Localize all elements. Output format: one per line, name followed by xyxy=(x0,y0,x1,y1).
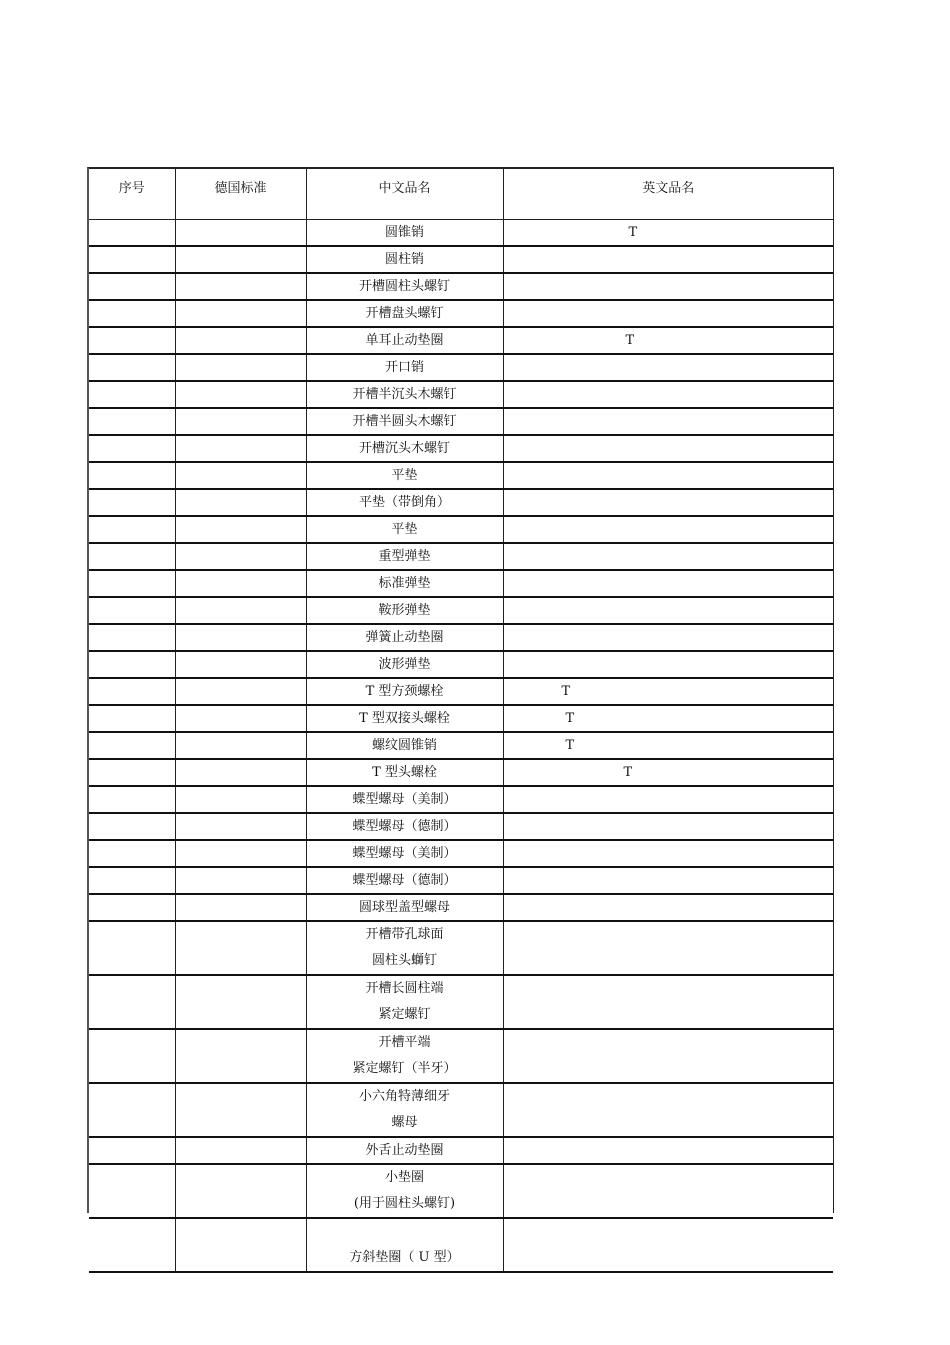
table-row xyxy=(89,1029,833,1083)
chinese-name-line: 圆球型盖型螺母 xyxy=(358,900,450,915)
cell-english-name xyxy=(503,651,833,678)
cell-chinese-name xyxy=(306,1137,503,1164)
chinese-name-line: 单耳止动垫圈 xyxy=(365,333,444,348)
table-row xyxy=(89,1218,833,1272)
cell-english-name xyxy=(503,543,833,570)
table-row xyxy=(89,273,833,300)
table-row xyxy=(89,678,833,705)
cell-english-name xyxy=(503,867,833,894)
chinese-name-line: 圆锥销 xyxy=(384,225,424,240)
chinese-name-line: T 型双接头螺栓 xyxy=(359,711,450,726)
cell-serial-number xyxy=(89,1083,175,1137)
cell-english-name xyxy=(503,1029,833,1083)
cell-serial-number xyxy=(89,381,175,408)
cell-english-name xyxy=(503,300,833,327)
parts-table xyxy=(89,168,833,1273)
cell-english-name xyxy=(503,705,833,732)
cell-serial-number xyxy=(89,786,175,813)
cell-serial-number xyxy=(89,408,175,435)
table-row xyxy=(89,327,833,354)
cell-serial-number xyxy=(89,220,175,247)
cell-chinese-name xyxy=(306,1029,503,1083)
cell-english-name xyxy=(503,246,833,273)
cell-serial-number xyxy=(89,435,175,462)
cell-serial-number xyxy=(89,678,175,705)
cell-chinese-name xyxy=(306,327,503,354)
cell-serial-number xyxy=(89,1218,175,1272)
chinese-name-line xyxy=(307,1219,503,1245)
chinese-name-line: (用于圆柱头螺钉) xyxy=(353,1196,456,1211)
cell-serial-number xyxy=(89,894,175,921)
table-row xyxy=(89,570,833,597)
cell-chinese-name xyxy=(306,705,503,732)
cell-german-standard xyxy=(175,354,306,381)
chinese-name-line: 鞍形弹垫 xyxy=(378,603,431,618)
header-chinese-name: 中文品名 xyxy=(306,169,503,220)
cell-german-standard xyxy=(175,1137,306,1164)
cell-chinese-name xyxy=(306,300,503,327)
cell-english-name xyxy=(503,273,833,300)
cell-german-standard xyxy=(175,1218,306,1272)
cell-german-standard xyxy=(175,732,306,759)
table-row xyxy=(89,651,833,678)
cell-chinese-name xyxy=(306,759,503,786)
chinese-name-line: 开槽平端 xyxy=(378,1035,431,1050)
cell-serial-number xyxy=(89,327,175,354)
chinese-name-line: 开口销 xyxy=(384,360,424,375)
table-row xyxy=(89,840,833,867)
cell-chinese-name xyxy=(306,516,503,543)
table-row xyxy=(89,597,833,624)
cell-chinese-name xyxy=(306,678,503,705)
table-row xyxy=(89,867,833,894)
cell-serial-number xyxy=(89,651,175,678)
chinese-name-line: T 型方颈螺栓 xyxy=(365,684,444,699)
cell-chinese-name xyxy=(306,921,503,975)
cell-german-standard xyxy=(175,894,306,921)
table-row xyxy=(89,435,833,462)
cell-chinese-name xyxy=(306,651,503,678)
cell-chinese-name xyxy=(306,220,503,247)
chinese-name-line: 平垫（带倒角） xyxy=(358,495,450,510)
cell-german-standard xyxy=(175,867,306,894)
chinese-name-line: 方斜垫圈（ U 型） xyxy=(349,1250,460,1265)
cell-english-name xyxy=(503,975,833,1029)
cell-serial-number xyxy=(89,759,175,786)
english-name-text: T xyxy=(623,765,633,780)
cell-english-name xyxy=(503,759,833,786)
table-row xyxy=(89,1164,833,1218)
cell-english-name xyxy=(503,408,833,435)
cell-english-name xyxy=(503,435,833,462)
chinese-name-line: 蝶型螺母（德制） xyxy=(352,873,457,888)
cell-chinese-name xyxy=(306,867,503,894)
cell-english-name xyxy=(503,1218,833,1272)
cell-german-standard xyxy=(175,786,306,813)
cell-german-standard xyxy=(175,246,306,273)
english-name-text: T xyxy=(628,225,638,240)
cell-chinese-name xyxy=(306,894,503,921)
cell-german-standard xyxy=(175,759,306,786)
header-serial-number: 序号 xyxy=(89,169,175,220)
chinese-name-line: 开槽长圆柱端 xyxy=(365,981,444,996)
chinese-name-line: 圆柱头螄钉 xyxy=(371,953,437,968)
cell-serial-number xyxy=(89,300,175,327)
cell-serial-number xyxy=(89,462,175,489)
table-row xyxy=(89,381,833,408)
cell-serial-number xyxy=(89,975,175,1029)
cell-german-standard xyxy=(175,489,306,516)
cell-english-name xyxy=(503,489,833,516)
cell-german-standard xyxy=(175,408,306,435)
table-row xyxy=(89,894,833,921)
cell-serial-number xyxy=(89,597,175,624)
cell-german-standard xyxy=(175,678,306,705)
chinese-name-line: 小六角特薄细牙 xyxy=(358,1089,450,1104)
cell-german-standard xyxy=(175,570,306,597)
cell-english-name xyxy=(503,354,833,381)
table-row xyxy=(89,408,833,435)
chinese-name-line: 蝶型螺母（美制） xyxy=(352,846,457,861)
cell-serial-number xyxy=(89,273,175,300)
chinese-name-line: 螺纹圆锥销 xyxy=(371,738,437,753)
cell-german-standard xyxy=(175,516,306,543)
cell-german-standard xyxy=(175,381,306,408)
cell-german-standard xyxy=(175,813,306,840)
cell-english-name xyxy=(503,786,833,813)
cell-serial-number xyxy=(89,1029,175,1083)
chinese-name-line: T 型头螺栓 xyxy=(372,765,437,780)
cell-german-standard xyxy=(175,1029,306,1083)
cell-german-standard xyxy=(175,705,306,732)
cell-english-name xyxy=(503,678,833,705)
english-name-text: T xyxy=(565,738,575,753)
cell-chinese-name xyxy=(306,543,503,570)
chinese-name-line: 开槽盘头螺钉 xyxy=(365,306,444,321)
chinese-name-line: 开槽半圆头木螺钉 xyxy=(352,414,457,429)
table-row xyxy=(89,1083,833,1137)
chinese-name-line: 小垫圈 xyxy=(384,1170,424,1185)
table-row xyxy=(89,220,833,247)
parts-table-sheet xyxy=(87,167,834,1265)
cell-chinese-name xyxy=(306,570,503,597)
cell-serial-number xyxy=(89,624,175,651)
cell-german-standard xyxy=(175,921,306,975)
table-row xyxy=(89,246,833,273)
cell-chinese-name xyxy=(306,1083,503,1137)
table-row xyxy=(89,759,833,786)
cell-german-standard xyxy=(175,462,306,489)
cell-german-standard xyxy=(175,543,306,570)
english-name-text: T xyxy=(565,711,575,726)
cell-german-standard xyxy=(175,597,306,624)
cell-serial-number xyxy=(89,813,175,840)
table-row xyxy=(89,921,833,975)
cell-english-name xyxy=(503,624,833,651)
cell-german-standard xyxy=(175,300,306,327)
table-row xyxy=(89,975,833,1029)
header-english-name: 英文品名 xyxy=(503,169,833,220)
chinese-name-line: 开槽沉头木螺钉 xyxy=(358,441,450,456)
cell-english-name xyxy=(503,1164,833,1218)
cell-english-name xyxy=(503,921,833,975)
cell-english-name xyxy=(503,327,833,354)
chinese-name-line: 螺母 xyxy=(391,1115,418,1130)
chinese-name-line: 弹簧止动垫圈 xyxy=(365,630,444,645)
cell-serial-number xyxy=(89,543,175,570)
cell-serial-number xyxy=(89,489,175,516)
chinese-name-line: 紧定螺钉（半牙） xyxy=(352,1061,457,1076)
cell-chinese-name xyxy=(306,975,503,1029)
cell-chinese-name xyxy=(306,246,503,273)
cell-chinese-name xyxy=(306,354,503,381)
cell-serial-number xyxy=(89,732,175,759)
cell-serial-number xyxy=(89,570,175,597)
chinese-name-line: 开槽圆柱头螺钉 xyxy=(358,279,450,294)
table-row xyxy=(89,1137,833,1164)
cell-german-standard xyxy=(175,327,306,354)
table-row xyxy=(89,705,833,732)
cell-serial-number xyxy=(89,1164,175,1218)
chinese-name-line: 重型弹垫 xyxy=(378,549,431,564)
cell-chinese-name xyxy=(306,489,503,516)
cell-chinese-name xyxy=(306,813,503,840)
table-row xyxy=(89,354,833,381)
cell-chinese-name xyxy=(306,1218,503,1272)
cell-english-name xyxy=(503,220,833,247)
chinese-name-line: 外舌止动垫圈 xyxy=(365,1143,444,1158)
cell-german-standard xyxy=(175,840,306,867)
chinese-name-line: 波形弹垫 xyxy=(378,657,431,672)
chinese-name-line: 开槽带孔球面 xyxy=(365,927,444,942)
english-name-text: T xyxy=(625,333,635,348)
cell-chinese-name xyxy=(306,381,503,408)
table-row xyxy=(89,543,833,570)
table-row xyxy=(89,462,833,489)
cell-english-name xyxy=(503,570,833,597)
header-german-standard: 德国标准 xyxy=(175,169,306,220)
table-row xyxy=(89,732,833,759)
cell-chinese-name xyxy=(306,1164,503,1218)
cell-german-standard xyxy=(175,1164,306,1218)
table-row xyxy=(89,786,833,813)
cell-english-name xyxy=(503,516,833,543)
chinese-name-line: 蝶型螺母（德制） xyxy=(352,819,457,834)
cell-german-standard xyxy=(175,1083,306,1137)
cell-german-standard xyxy=(175,651,306,678)
cell-serial-number xyxy=(89,921,175,975)
cell-serial-number xyxy=(89,1137,175,1164)
cell-serial-number xyxy=(89,246,175,273)
cell-english-name xyxy=(503,894,833,921)
table-row xyxy=(89,516,833,543)
cell-english-name xyxy=(503,732,833,759)
cell-english-name xyxy=(503,840,833,867)
cell-chinese-name xyxy=(306,273,503,300)
cell-chinese-name xyxy=(306,435,503,462)
cell-chinese-name xyxy=(306,840,503,867)
cell-german-standard xyxy=(175,220,306,247)
table-row xyxy=(89,489,833,516)
cell-german-standard xyxy=(175,975,306,1029)
table-body xyxy=(89,220,833,1273)
cell-english-name xyxy=(503,381,833,408)
chinese-name-line: 平垫 xyxy=(391,468,418,483)
chinese-name-line: 紧定螺钉 xyxy=(378,1007,431,1022)
cell-english-name xyxy=(503,1083,833,1137)
chinese-name-line: 蝶型螺母（美制） xyxy=(352,792,457,807)
table-row xyxy=(89,624,833,651)
cell-english-name xyxy=(503,1137,833,1164)
chinese-name-line: 平垫 xyxy=(391,522,418,537)
table-row xyxy=(89,813,833,840)
cell-chinese-name xyxy=(306,786,503,813)
cell-serial-number xyxy=(89,516,175,543)
cell-chinese-name xyxy=(306,462,503,489)
cell-german-standard xyxy=(175,273,306,300)
cell-english-name xyxy=(503,813,833,840)
cell-english-name xyxy=(503,462,833,489)
table-row xyxy=(89,300,833,327)
cell-serial-number xyxy=(89,867,175,894)
chinese-name-line: 标准弹垫 xyxy=(378,576,431,591)
cell-serial-number xyxy=(89,840,175,867)
cell-serial-number xyxy=(89,354,175,381)
cell-chinese-name xyxy=(306,408,503,435)
english-name-text: T xyxy=(561,684,571,699)
cell-english-name xyxy=(503,597,833,624)
chinese-name-line: 圆柱销 xyxy=(384,252,424,267)
chinese-name-line: 开槽半沉头木螺钉 xyxy=(352,387,457,402)
cell-serial-number xyxy=(89,705,175,732)
cell-chinese-name xyxy=(306,732,503,759)
table-header-row xyxy=(89,169,833,220)
cell-german-standard xyxy=(175,624,306,651)
cell-chinese-name xyxy=(306,597,503,624)
cell-chinese-name xyxy=(306,624,503,651)
cell-german-standard xyxy=(175,435,306,462)
